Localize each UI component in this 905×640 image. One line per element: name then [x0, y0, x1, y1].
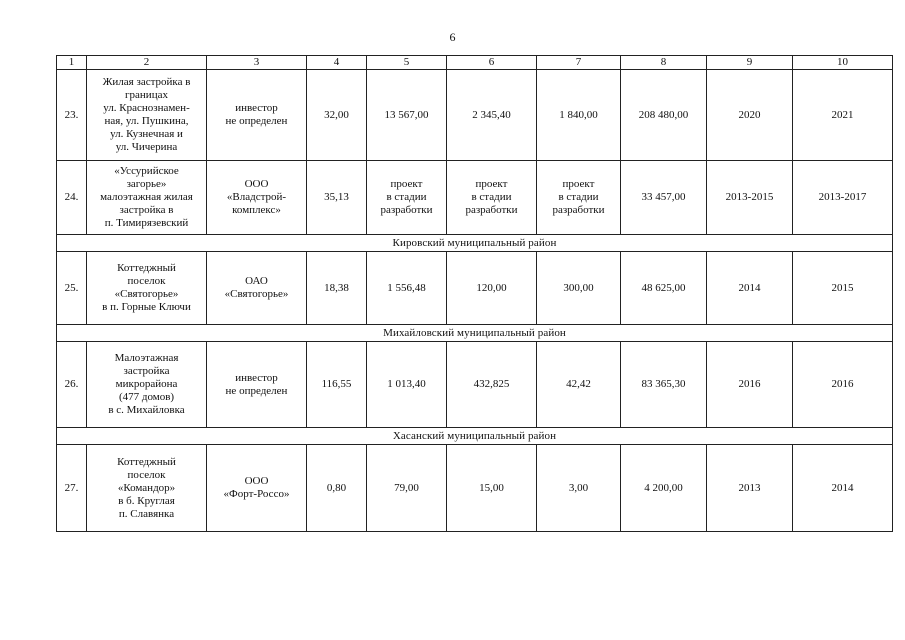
- object-name: Малоэтажная застройка микрорайона (477 домов) в с. Михайловка: [87, 342, 207, 428]
- investor: ООО «Владстрой- комплекс»: [207, 161, 307, 235]
- table-cell: 2021: [793, 70, 893, 161]
- row-number: 24.: [57, 161, 87, 235]
- column-header: 6: [447, 56, 537, 70]
- table-cell: 432,825: [447, 342, 537, 428]
- object-name: Коттеджный поселок «Святогорье» в п. Горные Ключи: [87, 252, 207, 325]
- column-header: 9: [707, 56, 793, 70]
- table-cell: 13 567,00: [367, 70, 447, 161]
- row-number: 23.: [57, 70, 87, 161]
- table-cell: 0,80: [307, 445, 367, 532]
- table-cell: 2014: [793, 445, 893, 532]
- table-cell: 2016: [793, 342, 893, 428]
- investor: инвестор не определен: [207, 70, 307, 161]
- section-title: Хасанский муниципальный район: [57, 428, 893, 445]
- row-number: 25.: [57, 252, 87, 325]
- table-cell: 79,00: [367, 445, 447, 532]
- table-row: [57, 70, 893, 161]
- table-cell: 300,00: [537, 252, 621, 325]
- section-row: [57, 428, 893, 445]
- table-cell: 35,13: [307, 161, 367, 235]
- table-cell: 1 556,48: [367, 252, 447, 325]
- column-header: 1: [57, 56, 87, 70]
- table-cell: проект в стадии разработки: [447, 161, 537, 235]
- table-cell: 42,42: [537, 342, 621, 428]
- table-cell: проект в стадии разработки: [367, 161, 447, 235]
- column-header: 2: [87, 56, 207, 70]
- table-cell: 2020: [707, 70, 793, 161]
- projects-table: [56, 55, 893, 532]
- section-title: Михайловский муниципальный район: [57, 325, 893, 342]
- investor: ООО «Форт-Россо»: [207, 445, 307, 532]
- section-row: [57, 325, 893, 342]
- table-cell: 2013: [707, 445, 793, 532]
- column-header: 3: [207, 56, 307, 70]
- table-cell: 33 457,00: [621, 161, 707, 235]
- table-cell: проект в стадии разработки: [537, 161, 621, 235]
- table-cell: 18,38: [307, 252, 367, 325]
- row-number: 27.: [57, 445, 87, 532]
- column-header: 4: [307, 56, 367, 70]
- table-cell: 15,00: [447, 445, 537, 532]
- table-cell: 2016: [707, 342, 793, 428]
- table-row: [57, 252, 893, 325]
- table-cell: 1 840,00: [537, 70, 621, 161]
- section-row: [57, 235, 893, 252]
- object-name: Жилая застройка в границах ул. Краснознамен- ная, ул. Пушкина, ул. Кузнечная и ул. Чичерина: [87, 70, 207, 161]
- table-cell: 4 200,00: [621, 445, 707, 532]
- table-row: [57, 342, 893, 428]
- row-number: 26.: [57, 342, 87, 428]
- table-cell: 208 480,00: [621, 70, 707, 161]
- table-cell: 3,00: [537, 445, 621, 532]
- object-name: «Уссурийское загорье» малоэтажная жилая застройка в п. Тимирязевский: [87, 161, 207, 235]
- table-cell: 116,55: [307, 342, 367, 428]
- table-cell: 2 345,40: [447, 70, 537, 161]
- table-row: [57, 445, 893, 532]
- header-row: [57, 56, 893, 70]
- page-number: 6: [449, 30, 456, 44]
- table-cell: 2015: [793, 252, 893, 325]
- table-cell: 120,00: [447, 252, 537, 325]
- table-row: [57, 161, 893, 235]
- table-cell: 48 625,00: [621, 252, 707, 325]
- investor: инвестор не определен: [207, 342, 307, 428]
- column-header: 7: [537, 56, 621, 70]
- table-cell: 1 013,40: [367, 342, 447, 428]
- object-name: Коттеджный поселок «Командор» в б. Круглая п. Славянка: [87, 445, 207, 532]
- table-cell: 32,00: [307, 70, 367, 161]
- table-cell: 83 365,30: [621, 342, 707, 428]
- column-header: 10: [793, 56, 893, 70]
- table-cell: 2014: [707, 252, 793, 325]
- table-cell: 2013-2017: [793, 161, 893, 235]
- investor: ОАО «Святогорье»: [207, 252, 307, 325]
- column-header: 5: [367, 56, 447, 70]
- table-cell: 2013-2015: [707, 161, 793, 235]
- section-title: Кировский муниципальный район: [57, 235, 893, 252]
- column-header: 8: [621, 56, 707, 70]
